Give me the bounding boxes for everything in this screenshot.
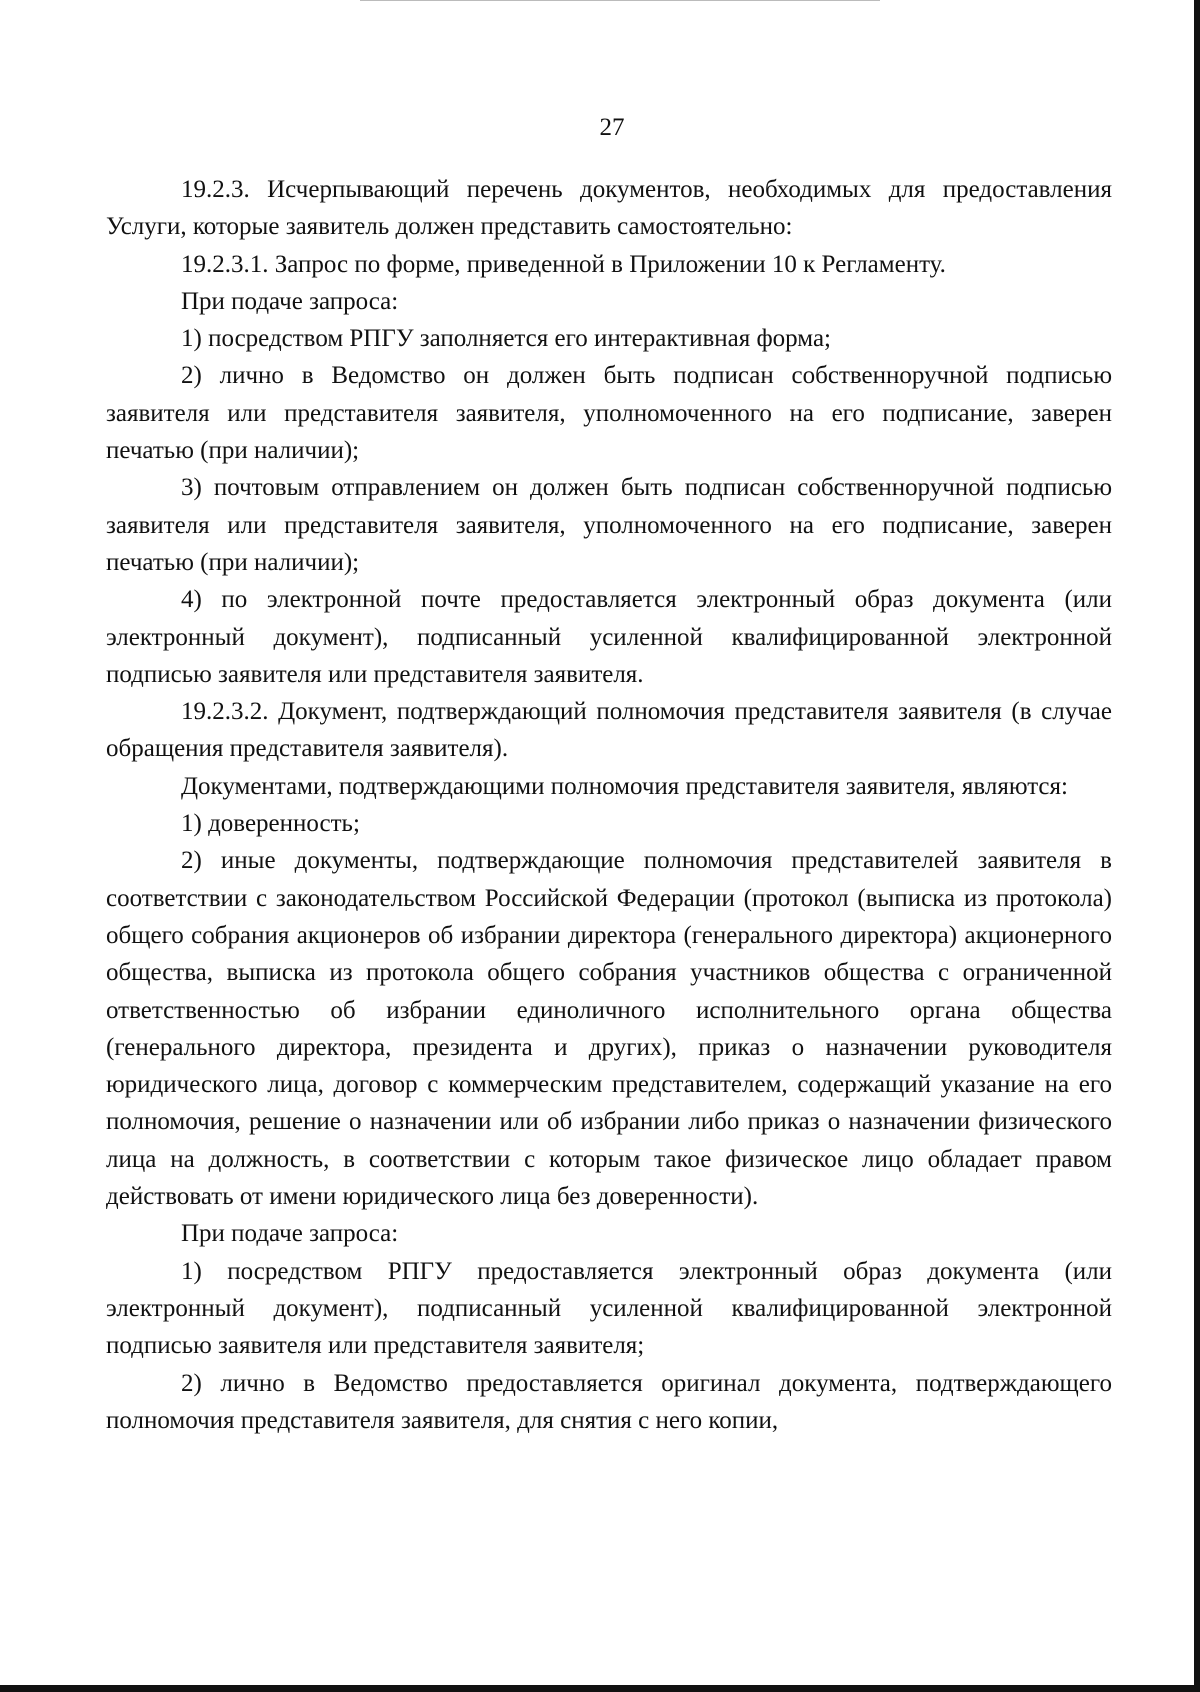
- paragraph-item-4: 4) по электронной почте предоставляется электронный образ документа (или электронный документ), подписанный усиленной квалифицированной электронной подписью заявителя или представителя заявителя.: [106, 586, 1112, 688]
- paragraph-item-1: 1) посредством РПГУ заполняется его интерактивная форма;: [181, 325, 831, 353]
- scan-edge-bottom: [0, 1685, 1200, 1692]
- scan-edge-right: [1194, 0, 1200, 1692]
- paragraph-19-2-3-1: 19.2.3.1. Запрос по форме, приведенной в Приложении 10 к Регламенту.: [181, 250, 946, 278]
- paragraph-19-2-3: 19.2.3. Исчерпывающий перечень документов, необходимых для предоставления Услуги, которые заявитель должен представить самостоятельно:: [106, 176, 1112, 241]
- page-number: 27: [599, 114, 625, 141]
- paragraph-power-of-attorney: 1) доверенность;: [181, 810, 360, 838]
- paragraph-item-3: 3) почтовым отправлением он должен быть подписан собственноручной подписью заявителя или представителя заявителя, уполномоченного на его подписание, заверен печатью (при наличии);: [106, 474, 1112, 576]
- paragraph-submission-heading-2: При подаче запроса:: [181, 1220, 399, 1248]
- paragraph-authority-documents: Документами, подтверждающими полномочия представителя заявителя, являются:: [181, 772, 1068, 800]
- paragraph-submission-heading: При подаче запроса:: [181, 287, 399, 315]
- paragraph-in-person-item: 2) лично в Ведомство предоставляется оригинал документа, подтверждающего полномочия представителя заявителя, для снятия с него копии,: [106, 1369, 1112, 1434]
- paragraph-other-documents: 2) иные документы, подтверждающие полномочия представителей заявителя в соответствии с законодательством Российской Федерации (протокол (выписка из протокола) общего собрания акционеров об избрании директора (генерального директора) акционерного общества, выписка из протокола общего собрания участников общества с ограниченной ответственностью об избрании единоличного исполнительного органа общества (генерального директора, президента и других), приказ о назначении руководителя юридического лица, договор с коммерческим представителем, содержащий указание на его полномочия, решение о назначении или об избрании либо приказ о назначении физического лица на должность, в соответствии с которым такое физическое лицо обладает правом действовать от имени юридического лица без доверенности).: [106, 847, 1112, 1211]
- document-body: [106, 171, 1112, 1439]
- scan-edge-top: [360, 0, 880, 1]
- paragraph-rpgu-item: 1) посредством РПГУ предоставляется электронный образ документа (или электронный документ), подписанный усиленной квалифицированной электронной подписью заявителя или представителя заявителя;: [106, 1257, 1112, 1360]
- paragraph-19-2-3-2: 19.2.3.2. Документ, подтверждающий полномочия представителя заявителя (в случае обращения представителя заявителя).: [106, 698, 1112, 763]
- paragraph-item-2: 2) лично в Ведомство он должен быть подписан собственноручной подписью заявителя или представителя заявителя, уполномоченного на его подписание, заверен печатью (при наличии);: [106, 362, 1112, 465]
